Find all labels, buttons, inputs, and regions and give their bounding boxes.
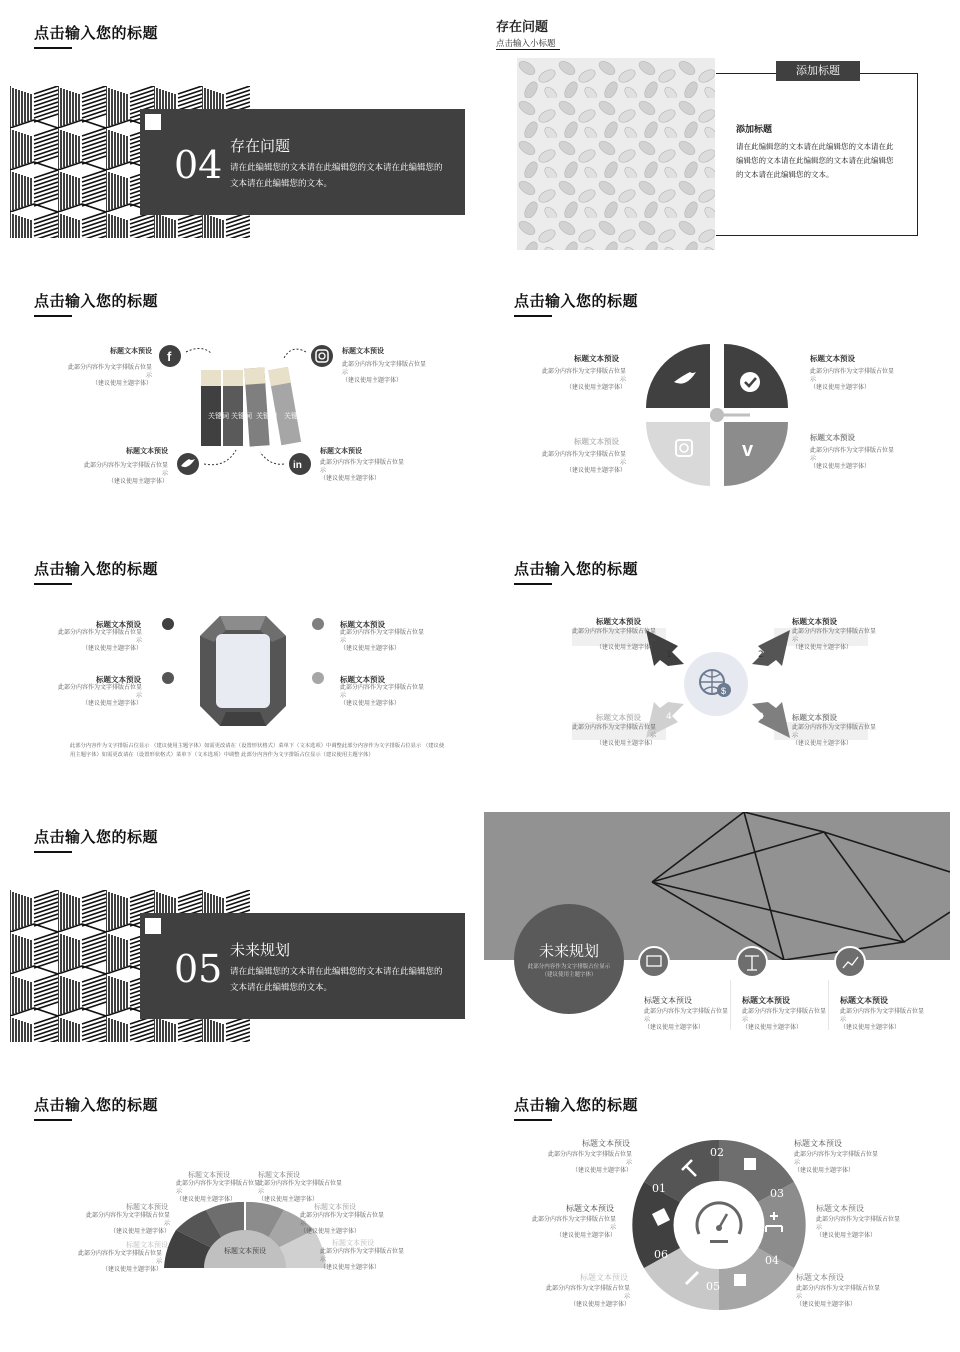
slide-section-05 <box>0 804 470 1056</box>
desc-line: （建议使用主题字体） <box>644 1024 705 1031</box>
arrow-title-br[interactable]: 标题文本预设 <box>792 713 837 722</box>
cycle-desc-3 <box>530 1216 616 1240</box>
desc-line: 此部分内容作为文字排版占位显示 <box>176 1180 261 1195</box>
desc-line: （建议使用主题字体） <box>300 1228 361 1235</box>
arrow-number-1: 1 <box>666 650 672 660</box>
desc-line: （建议使用主题字体） <box>340 700 401 707</box>
desc-line: 此部分内容作为文字排版占位显示 <box>545 1285 630 1300</box>
gem-desc-tl <box>56 629 142 653</box>
desc-line: （建议使用主题字体） <box>81 645 142 652</box>
desc-line: 此部分内容作为文字排版占位显示 <box>792 628 877 643</box>
cycle-title-1[interactable]: 标题文本预设 <box>582 1139 630 1148</box>
leaf-image <box>517 58 715 250</box>
plan-desc-1 <box>644 1008 730 1032</box>
plan-circle-title[interactable]: 未来规划 <box>538 942 599 960</box>
quad-desc-br <box>810 447 896 471</box>
desc-line: （建议使用主题字体） <box>340 645 401 652</box>
item-desc-tl <box>66 364 152 388</box>
desc-line: 此部分内容作为文字排版占位显示 <box>342 361 427 376</box>
desc-line: （建议使用主题字体） <box>840 1024 901 1031</box>
arrow-desc-tr <box>792 628 878 652</box>
plan-title-3[interactable]: 标题文本预设 <box>840 996 888 1005</box>
quad-title-br[interactable]: 标题文本预设 <box>810 433 855 442</box>
desc-line: 此部分内容作为文字排版占位显示 <box>320 459 405 474</box>
bullet-dots <box>160 616 330 686</box>
desc-line: 此部分内容作为文字排版占位显示 <box>796 1285 881 1300</box>
quad-title-tl[interactable]: 标题文本预设 <box>574 354 619 363</box>
desc-line: （建议使用主题字体） <box>320 1264 381 1271</box>
slide-fan <box>0 1072 470 1324</box>
arrow-desc-bl <box>570 724 656 748</box>
svg-text:v: v <box>742 439 754 461</box>
desc-line: （建议使用主题字体） <box>810 463 871 470</box>
plan-circle-desc-2: （建议使用主题字体） <box>541 972 597 978</box>
fan-title-2[interactable]: 标题文本预设 <box>126 1203 168 1211</box>
desc-line: （建议使用主题字体） <box>176 1196 237 1203</box>
gem-desc-tr <box>340 629 426 653</box>
desc-line: 此部分内容作为文字排版占位显示 <box>83 462 168 477</box>
book-keyword-1: 关键词 <box>208 412 229 420</box>
section-body-1[interactable]: 请在此编辑您的文本请在此编辑您的文本请在此编辑您的 <box>230 163 443 173</box>
slide-title[interactable]: 点击输入您的标题 <box>34 292 159 310</box>
svg-text:in: in <box>293 460 302 471</box>
section-banner <box>140 109 465 215</box>
desc-line: 此部分内容作为文字排版占位显示 <box>840 1008 925 1023</box>
desc-line: 此部分内容作为文字排版占位显示 <box>258 1180 343 1195</box>
cycle-number-04: 04 <box>765 1254 779 1267</box>
subtitle-underline <box>496 49 560 50</box>
desc-line: （建议使用主题字体） <box>109 1228 170 1235</box>
fan-desc-5 <box>300 1212 386 1236</box>
section-body-2[interactable]: 文本请在此编辑您的文本。 <box>230 983 333 993</box>
desc-line: 此部分内容作为文字排版占位显示 <box>547 1151 632 1166</box>
section-body-1[interactable]: 请在此编辑您的文本请在此编辑您的文本请在此编辑您的 <box>230 967 443 977</box>
fan-title-6[interactable]: 标题文本预设 <box>332 1239 374 1247</box>
desc-line: 此部分内容作为文字排版占位显示 <box>810 447 895 462</box>
section-body-2[interactable]: 文本请在此编辑您的文本。 <box>230 179 333 189</box>
gem-desc-br <box>340 684 426 708</box>
desc-line: （建议使用主题字体） <box>571 1167 632 1174</box>
desc-line: （建议使用主题字体） <box>816 1232 877 1239</box>
fan-center-label[interactable]: 标题文本预设 <box>224 1247 266 1255</box>
slide-future-plan <box>480 804 950 1056</box>
arrow-title-tl[interactable]: 标题文本预设 <box>596 617 641 626</box>
quad-title-tr[interactable]: 标题文本预设 <box>810 354 855 363</box>
gem-title-tr[interactable]: 标题文本预设 <box>340 620 385 629</box>
cycle-title-2[interactable]: 标题文本预设 <box>794 1139 842 1148</box>
cycle-title-3[interactable]: 标题文本预设 <box>566 1204 614 1213</box>
fan-desc-2 <box>84 1212 170 1236</box>
desc-line: 此部分内容作为文字排版占位显示 <box>340 684 425 699</box>
desc-line: （建议使用主题字体） <box>796 1301 857 1308</box>
plan-desc-3 <box>840 1008 926 1032</box>
cycle-number-01: 01 <box>652 1182 666 1195</box>
gem-title-bl[interactable]: 标题文本预设 <box>96 675 141 684</box>
slide-problem <box>480 0 950 252</box>
desc-line: 此部分内容作为文字排版占位显示 <box>85 1212 170 1227</box>
desc-line: （建议使用主题字体） <box>107 478 168 485</box>
slide-gem <box>0 536 470 788</box>
frame-body-3[interactable]: 的文本请在此编辑您的文本。 <box>736 170 834 179</box>
item-desc-br <box>320 459 406 483</box>
desc-line: 此部分内容作为文字排版占位显示 <box>742 1008 827 1023</box>
fan-title-3[interactable]: 标题文本预设 <box>188 1171 230 1179</box>
desc-line: 此部分内容作为文字排版占位显示 <box>571 628 656 643</box>
cycle-desc-2 <box>794 1151 880 1175</box>
desc-line: （建议使用主题字体） <box>565 467 626 474</box>
slide-title[interactable]: 点击输入您的标题 <box>514 1096 639 1114</box>
desc-line: （建议使用主题字体） <box>595 740 656 747</box>
frame-body-2[interactable]: 编辑您的文本请在此编辑您的文本请在此编辑您 <box>736 156 894 165</box>
item-title-br[interactable]: 标题文本预设 <box>320 447 362 455</box>
cycle-title-5[interactable]: 标题文本预设 <box>580 1273 628 1282</box>
problem-title[interactable]: 存在问题 <box>496 20 549 35</box>
desc-line: 此部分内容作为文字排版占位显示 <box>794 1151 879 1166</box>
desc-line: （建议使用主题字体） <box>595 644 656 651</box>
cycle-number-05: 05 <box>706 1280 720 1293</box>
banner-corner-square <box>145 918 161 934</box>
desc-line: 此部分内容作为文字排版占位显示 <box>340 629 425 644</box>
banner-corner-square <box>145 114 161 130</box>
slide-title[interactable]: 点击输入您的标题 <box>34 1096 159 1114</box>
fan-desc-3 <box>176 1180 262 1204</box>
desc-line: 此部分内容作为文字排版占位显示 <box>320 1248 405 1263</box>
slide-title[interactable]: 点击输入您的标题 <box>34 24 159 42</box>
fan-desc-6 <box>320 1248 406 1272</box>
desc-line: （建议使用主题字体） <box>81 700 142 707</box>
cycle-desc-4 <box>816 1216 902 1240</box>
desc-line: （建议使用主题字体） <box>101 1266 162 1273</box>
cycle-number-02: 02 <box>710 1146 724 1159</box>
item-desc-bl <box>82 462 168 486</box>
desc-line: （建议使用主题字体） <box>320 475 381 482</box>
arrow-desc-tl <box>570 628 656 652</box>
slide-title[interactable]: 点击输入您的标题 <box>514 560 639 578</box>
arrow-title-bl[interactable]: 标题文本预设 <box>596 713 641 722</box>
desc-line: 此部分内容作为文字排版占位显示 <box>810 368 895 383</box>
desc-line: （建议使用主题字体） <box>91 380 152 387</box>
desc-line: （建议使用主题字体） <box>569 1301 630 1308</box>
section-heading[interactable]: 存在问题 <box>230 137 291 155</box>
book-keyword-3: 关键词 <box>256 412 277 420</box>
desc-line: （建议使用主题字体） <box>792 740 853 747</box>
arrow-number-2: 2 <box>758 650 764 660</box>
quad-desc-bl <box>540 451 626 475</box>
quad-desc-tl <box>540 368 626 392</box>
desc-line: 此部分内容作为文字排版占位显示 <box>816 1216 901 1231</box>
cycle-number-03: 03 <box>770 1187 784 1200</box>
cycle-title-6[interactable]: 标题文本预设 <box>796 1273 844 1282</box>
tag-box[interactable]: 添加标题 <box>776 61 860 81</box>
slide-title[interactable]: 点击输入您的标题 <box>514 292 639 310</box>
slide-section-04 <box>0 0 470 252</box>
section-number: 04 <box>174 143 223 187</box>
desc-line: （建议使用主题字体） <box>742 1024 803 1031</box>
item-title-tl[interactable]: 标题文本预设 <box>110 347 152 355</box>
arrow-number-4: 4 <box>666 712 672 722</box>
gem-footer-2: 用主题字体）如需更改请在（设置形状格式）菜单下（文本选项）中调整 此部分内容作为文字排版占位显示（建议使用主题字体） <box>70 752 374 758</box>
frame-heading[interactable]: 添加标题 <box>736 125 773 135</box>
plan-divider-1 <box>730 980 731 1030</box>
item-title-tr[interactable]: 标题文本预设 <box>342 347 384 355</box>
desc-line: （建议使用主题字体） <box>565 384 626 391</box>
gem-footer-1: 此部分内容作为文字排版占位显示 （建议使用主题字体）如需更改请在（设置形状格式）菜单下（文本选项）中调整此部分内容作为文字排版占位显示 （建议使 <box>70 743 445 749</box>
fan-desc-4 <box>258 1180 344 1204</box>
plan-title-1[interactable]: 标题文本预设 <box>644 996 692 1005</box>
cycle-desc-5 <box>544 1285 630 1309</box>
slide-title[interactable]: 点击输入您的标题 <box>34 560 159 578</box>
quad-title-bl[interactable]: 标题文本预设 <box>574 437 619 446</box>
plan-icons <box>636 944 936 980</box>
slide-arrows <box>480 536 950 788</box>
cycle-number-06: 06 <box>654 1248 668 1261</box>
gem-title-br[interactable]: 标题文本预设 <box>340 675 385 684</box>
desc-line: 此部分内容作为文字排版占位显示 <box>57 629 142 644</box>
desc-line: 此部分内容作为文字排版占位显示 <box>67 364 152 379</box>
plan-desc-2 <box>742 1008 828 1032</box>
plan-divider-2 <box>828 980 829 1030</box>
slide-cycle <box>480 1072 950 1324</box>
fan-title-5[interactable]: 标题文本预设 <box>314 1203 356 1211</box>
slide-books <box>0 268 470 520</box>
book-keyword-4: 关键词 <box>284 412 305 420</box>
slide-title[interactable]: 点击输入您的标题 <box>34 828 159 846</box>
plan-title-2[interactable]: 标题文本预设 <box>742 996 790 1005</box>
problem-subtitle[interactable]: 点击输入小标题 <box>496 39 556 49</box>
desc-line: 此部分内容作为文字排版占位显示 <box>541 368 626 383</box>
desc-line: 此部分内容作为文字排版占位显示 <box>77 1250 162 1265</box>
frame-body-1[interactable]: 请在此编辑您的文本请在此编辑您的文本请在此 <box>736 142 894 151</box>
item-desc-tr <box>342 361 428 385</box>
cycle-desc-1 <box>546 1151 632 1175</box>
desc-line: （建议使用主题字体） <box>810 384 871 391</box>
desc-line: （建议使用主题字体） <box>794 1167 855 1174</box>
section-heading[interactable]: 未来规划 <box>230 941 291 959</box>
desc-line: 此部分内容作为文字排版占位显示 <box>644 1008 729 1023</box>
fan-desc-1 <box>76 1250 162 1274</box>
fan-title-1[interactable]: 标题文本预设 <box>126 1241 168 1249</box>
svg-text:$: $ <box>721 686 727 696</box>
gem-title-tl[interactable]: 标题文本预设 <box>96 620 141 629</box>
desc-line: （建议使用主题字体） <box>555 1232 616 1239</box>
quadrant-graphic <box>646 344 788 486</box>
plan-circle-desc-1: 此部分内容作为文字排版占位显示 <box>527 964 611 970</box>
cycle-desc-6 <box>796 1285 882 1309</box>
desc-line: （建议使用主题字体） <box>342 377 403 384</box>
desc-line: 此部分内容作为文字排版占位显示 <box>531 1216 616 1231</box>
fan-title-4[interactable]: 标题文本预设 <box>258 1171 300 1179</box>
quad-desc-tr <box>810 368 896 392</box>
arrow-title-tr[interactable]: 标题文本预设 <box>792 617 837 626</box>
section-number: 05 <box>174 947 223 991</box>
arrow-number-3: 3 <box>758 712 764 722</box>
desc-line: （建议使用主题字体） <box>792 644 853 651</box>
gem-desc-bl <box>56 684 142 708</box>
book-keyword-2: 关键词 <box>231 412 252 420</box>
desc-line: 此部分内容作为文字排版占位显示 <box>571 724 656 739</box>
desc-line: 此部分内容作为文字排版占位显示 <box>57 684 142 699</box>
svg-text:f: f <box>167 349 172 364</box>
desc-line: 此部分内容作为文字排版占位显示 <box>300 1212 385 1227</box>
desc-line: （建议使用主题字体） <box>258 1196 319 1203</box>
slide-quadrant <box>480 268 950 520</box>
section-banner <box>140 913 465 1019</box>
desc-line: 此部分内容作为文字排版占位显示 <box>792 724 877 739</box>
item-title-bl[interactable]: 标题文本预设 <box>126 447 168 455</box>
cycle-title-4[interactable]: 标题文本预设 <box>816 1204 864 1213</box>
arrow-desc-br <box>792 724 878 748</box>
desc-line: 此部分内容作为文字排版占位显示 <box>541 451 626 466</box>
